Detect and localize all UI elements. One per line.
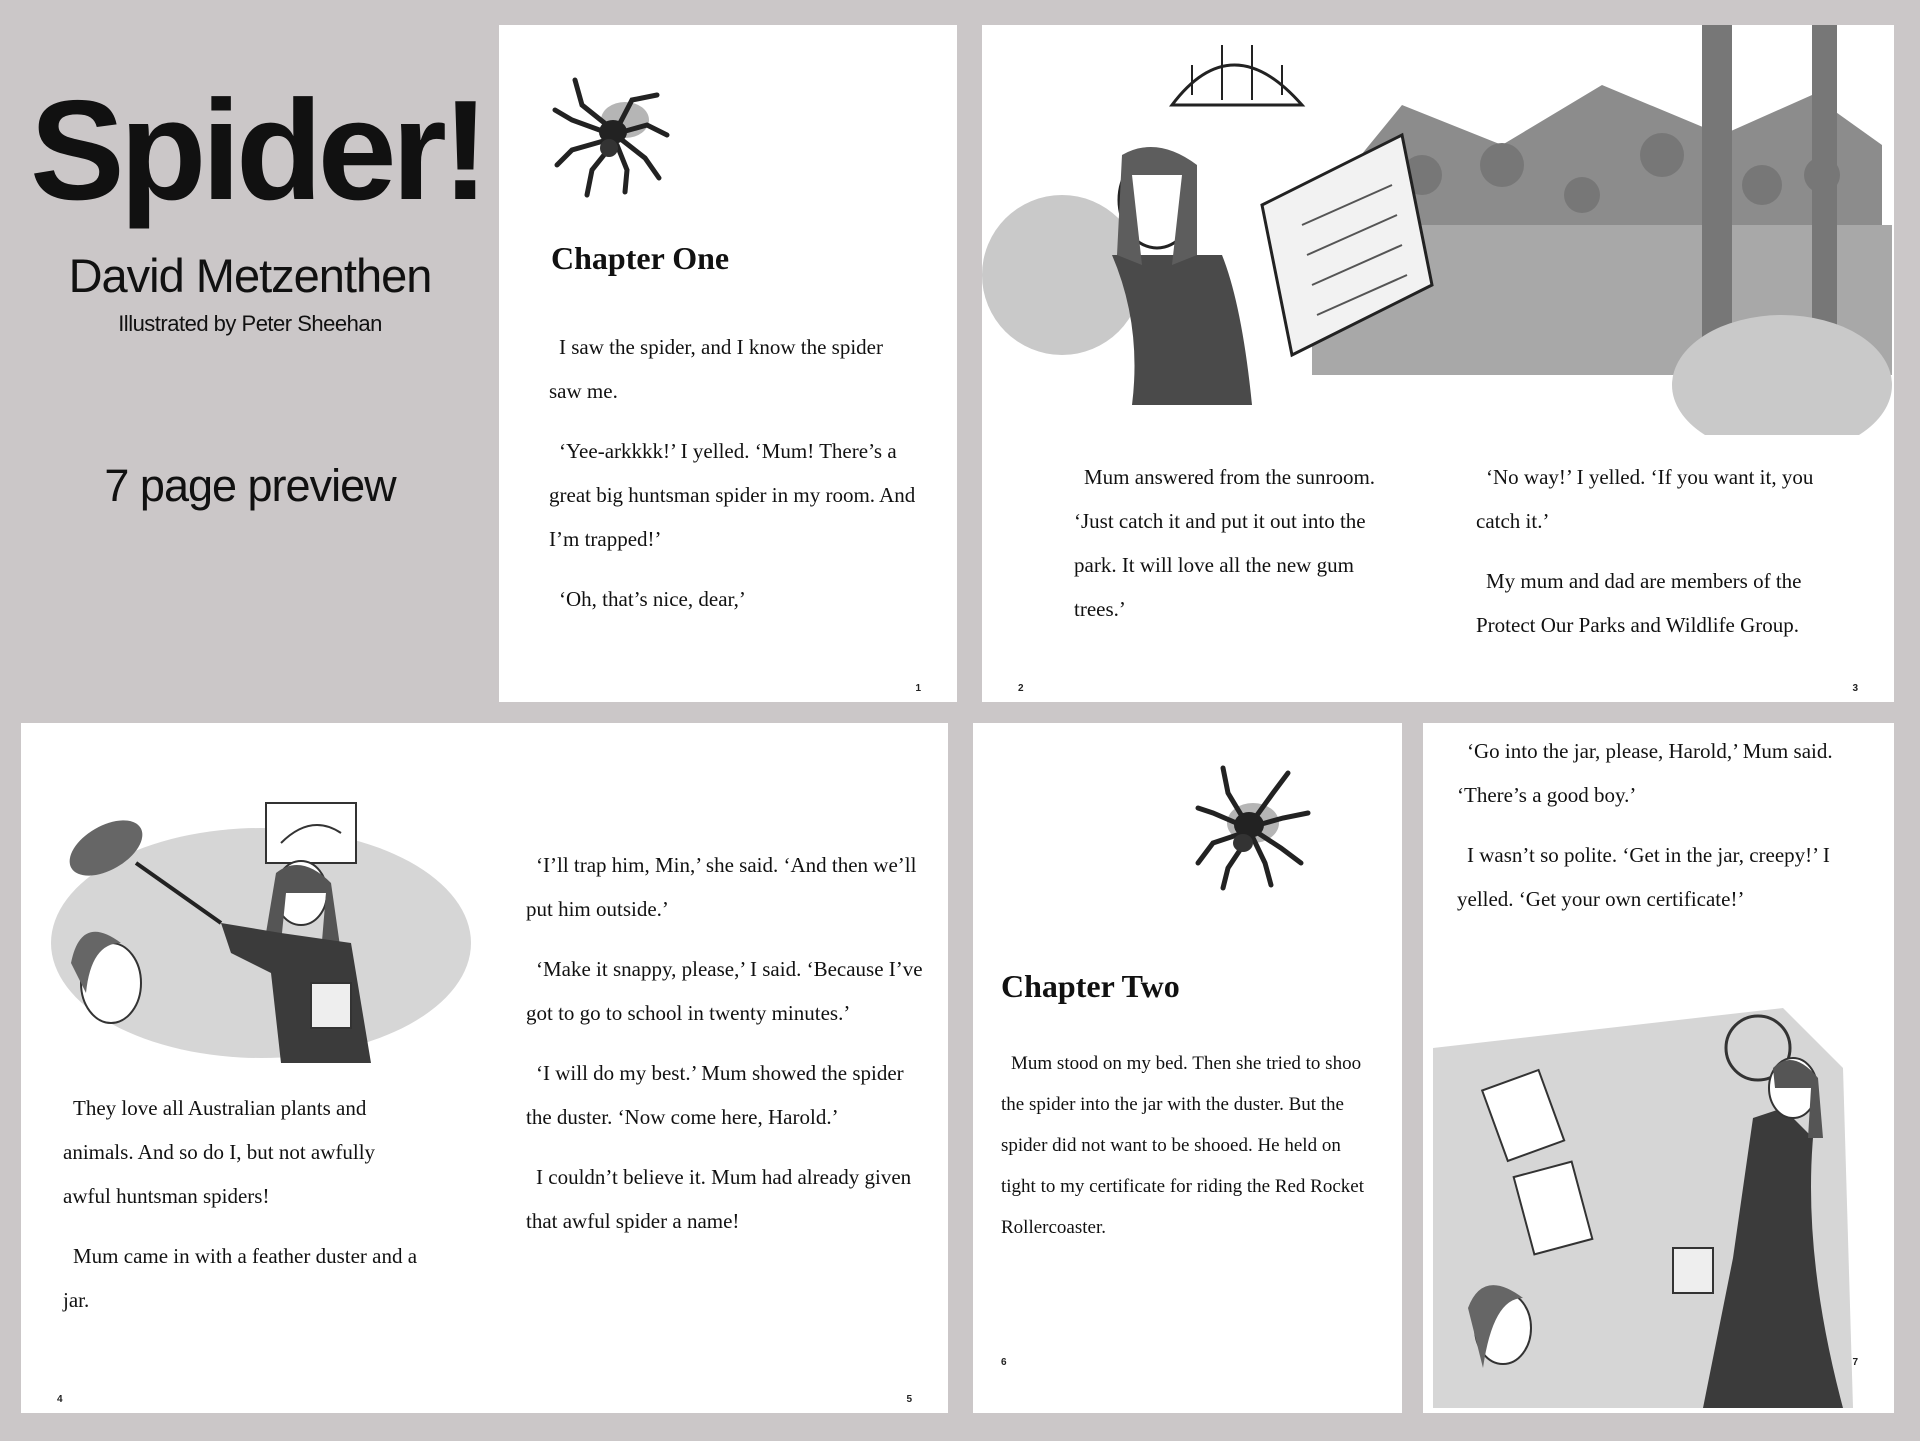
illustrator-credit: Illustrated by Peter Sheehan [118,311,382,336]
cover-title-block [30,71,485,337]
paragraph: ‘Oh, that’s nice, dear,’ [559,587,746,611]
page-2-3-spread [982,25,1894,702]
page-number: 1 [915,683,921,694]
page-1 [499,25,957,702]
paragraph: I wasn’t so polite. ‘Get in the jar, creepy!’ I yelled. ‘Get your own certificate!’ [1457,843,1830,911]
page-4-text [63,1086,423,1338]
paragraph: ‘Yee-arkkkk!’ I yelled. ‘Mum! There’s a great big huntsman spider in my room. And I’m trapped!’ [549,439,916,551]
page-6 [973,723,1402,1413]
book-title: Spider! [30,71,485,230]
paragraph: ‘Make it snappy, please,’ I said. ‘Because I’ve got to go to school in twenty minutes.’ [526,957,923,1025]
page-number: 4 [57,1394,63,1405]
paragraph: I couldn’t believe it. Mum had already given that awful spider a name! [526,1165,912,1233]
chapter-one-heading: Chapter One [551,240,730,276]
page-3-text [1476,455,1856,663]
page-4-5-spread [21,723,948,1413]
page-2-text [1074,455,1404,647]
author-name: David Metzenthen [68,249,432,302]
chapter-two-heading: Chapter Two [1001,968,1180,1004]
paragraph: Mum stood on my bed. Then she tried to shoo the spider into the jar with the duster. But the spider did not want to be shooed. He held on tight to my certificate for riding the Red Rocket Rollercoaster. [1001,1053,1365,1238]
paragraph: Mum answered from the sunroom. ‘Just catch it and put it out into the park. It will love all the new gum trees.’ [1074,465,1376,621]
spider-icon [1183,763,1313,893]
paragraph: My mum and dad are members of the Protect Our Parks and Wildlife Group. [1476,569,1802,637]
paragraph: ‘I will do my best.’ Mum showed the spider the duster. ‘Now come here, Harold.’ [526,1061,904,1129]
paragraph: Mum came in with a feather duster and a jar. [63,1244,418,1312]
paragraph: ‘No way!’ I yelled. ‘If you want it, you catch it.’ [1476,465,1814,533]
paragraph: I saw the spider, and I know the spider saw me. [549,335,883,403]
page-1-text [549,325,919,637]
paragraph: ‘Go into the jar, please, Harold,’ Mum said. ‘There’s a good boy.’ [1457,739,1833,807]
page-number: 2 [1018,683,1024,694]
page-number: 3 [1852,683,1858,694]
mum-jar-illustration [1423,1008,1894,1413]
mum-feather-duster-illustration [51,793,471,1063]
page-5-text [526,843,926,1259]
page-number: 7 [1852,1357,1858,1368]
page-7 [1423,723,1894,1413]
preview-label: 7 page preview [104,460,396,511]
spider-icon [547,70,677,200]
page-number: 6 [1001,1357,1007,1368]
paragraph: They love all Australian plants and animals. And so do I, but not awfully awful huntsman spiders! [63,1096,376,1208]
mum-reading-newspaper-illustration [982,25,1894,435]
paragraph: ‘I’ll trap him, Min,’ she said. ‘And then we’ll put him outside.’ [526,853,917,921]
page-number: 5 [906,1394,912,1405]
page-7-text [1457,729,1857,937]
page-6-text [1001,1043,1371,1264]
